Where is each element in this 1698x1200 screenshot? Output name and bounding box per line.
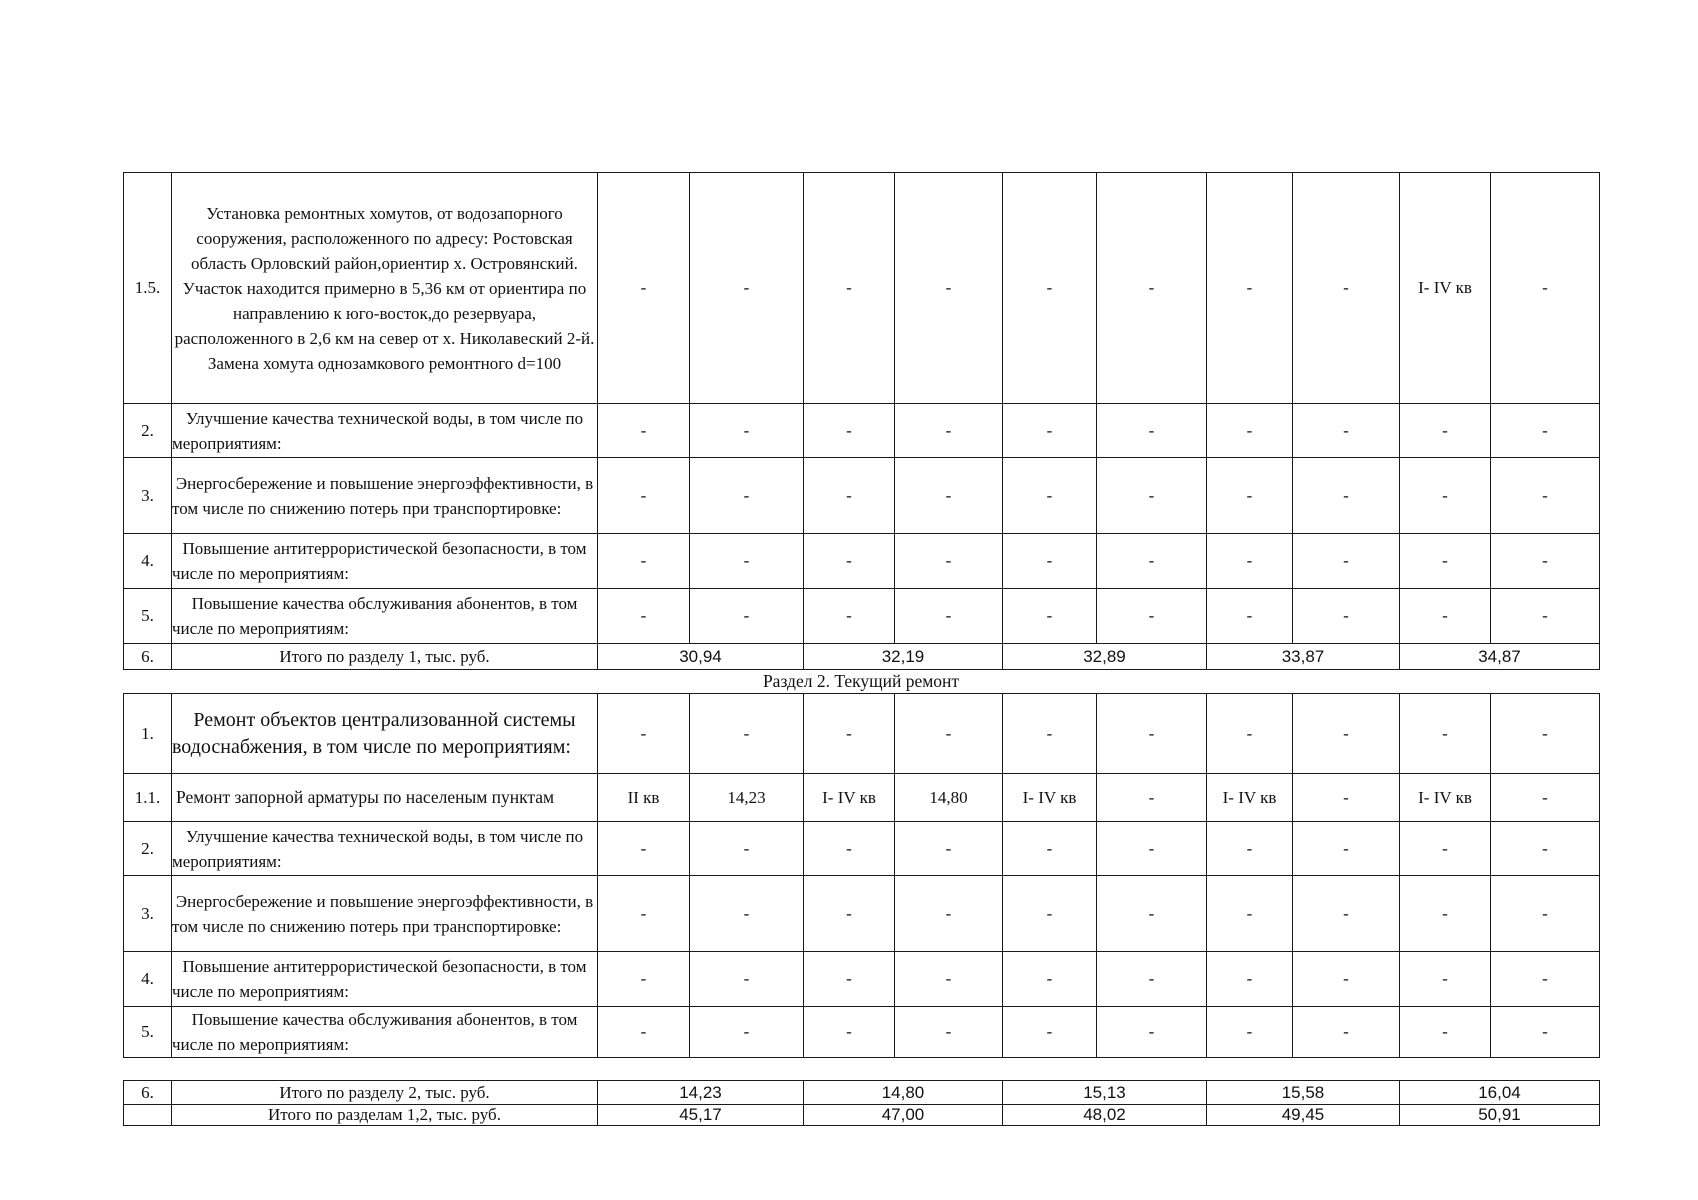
table-cell: - — [804, 589, 895, 644]
table-cell: - — [1293, 694, 1400, 774]
table-cell: - — [690, 1007, 804, 1058]
total-label: Итого по разделу 1, тыс. руб. — [172, 644, 598, 670]
table-cell: - — [895, 694, 1003, 774]
row-description: Установка ремонтных хомутов, от водозапорного сооружения, расположенного по адресу: Ростовская область Орловский район,ориентир х. Островянский. Участок находится примерно в 5,36 км от ориентира по направлению к юго-восток,до резервуара, расположенного в 2,6 км на север от х. Николавеский 2-й. Замена хомута однозамкового ремонтного d=100 — [172, 173, 598, 404]
table-cell: - — [1293, 952, 1400, 1007]
table-cell: - — [1097, 173, 1207, 404]
table-cell: - — [895, 404, 1003, 458]
total-value: 34,87 — [1400, 644, 1600, 670]
table-cell: - — [1491, 404, 1600, 458]
table-cell: - — [1400, 822, 1491, 876]
table-cell: - — [690, 822, 804, 876]
table-cell: - — [690, 458, 804, 534]
table-cell: - — [804, 173, 895, 404]
table-cell: - — [1097, 589, 1207, 644]
row-number: 5. — [124, 589, 172, 644]
table-cell: - — [1207, 534, 1293, 589]
table-cell: - — [1400, 589, 1491, 644]
table-cell: - — [598, 1007, 690, 1058]
section2-table — [123, 693, 1600, 1058]
table-cell: - — [1003, 822, 1097, 876]
row-number: 5. — [124, 1007, 172, 1058]
total-row — [124, 644, 1600, 670]
table-cell: - — [1400, 952, 1491, 1007]
table-cell: - — [804, 694, 895, 774]
table-cell: - — [895, 1007, 1003, 1058]
row-number: 3. — [124, 876, 172, 952]
table-row — [124, 876, 1600, 952]
row-description: Ремонт объектов централизованной системы водоснабжения, в том числе по мероприятиям: — [172, 694, 598, 774]
table-cell: - — [1207, 876, 1293, 952]
section1-table — [123, 172, 1600, 670]
table-cell: - — [598, 534, 690, 589]
table-cell: - — [598, 173, 690, 404]
table-cell: - — [895, 458, 1003, 534]
table-cell: 14,80 — [895, 774, 1003, 822]
table-cell: I- IV кв — [1400, 173, 1491, 404]
table-cell: I- IV кв — [804, 774, 895, 822]
table-cell: - — [804, 952, 895, 1007]
grand-total-label: Итого по разделам 1,2, тыс. руб. — [172, 1105, 598, 1126]
table-cell: II кв — [598, 774, 690, 822]
row-number: 1.1. — [124, 774, 172, 822]
table-cell: - — [804, 822, 895, 876]
table-row — [124, 589, 1600, 644]
table-cell: - — [690, 534, 804, 589]
table-cell: - — [1491, 876, 1600, 952]
table-cell: - — [1097, 534, 1207, 589]
table-cell: - — [1293, 173, 1400, 404]
row-number: 2. — [124, 404, 172, 458]
table-row — [124, 822, 1600, 876]
total-value: 32,89 — [1003, 644, 1207, 670]
table-cell: - — [1293, 1007, 1400, 1058]
table-cell: - — [1293, 458, 1400, 534]
table-cell: 14,23 — [690, 774, 804, 822]
table-cell: I- IV кв — [1400, 774, 1491, 822]
table-cell: - — [1207, 173, 1293, 404]
table-cell: - — [690, 952, 804, 1007]
table-cell: - — [804, 534, 895, 589]
row-description: Повышение качества обслуживания абонентов, в том числе по мероприятиям: — [172, 1007, 598, 1058]
total-value: 15,58 — [1207, 1081, 1400, 1105]
total-value: 14,80 — [804, 1081, 1003, 1105]
row-description: Улучшение качества технической воды, в том числе по мероприятиям: — [172, 404, 598, 458]
row-description: Энергосбережение и повышение энергоэффективности, в том числе по снижению потерь при транспортировке: — [172, 458, 598, 534]
grand-total-value: 48,02 — [1003, 1105, 1207, 1126]
table-cell: - — [1400, 694, 1491, 774]
table-cell: - — [895, 952, 1003, 1007]
table-cell: - — [598, 952, 690, 1007]
total-row — [124, 1081, 1600, 1105]
table-cell: - — [1097, 694, 1207, 774]
total-value: 14,23 — [598, 1081, 804, 1105]
table-cell: - — [1097, 458, 1207, 534]
table-cell: - — [1293, 774, 1400, 822]
table-cell: - — [1097, 404, 1207, 458]
table-cell: - — [598, 694, 690, 774]
table-row — [124, 458, 1600, 534]
table-cell: - — [1491, 952, 1600, 1007]
table-cell: - — [690, 694, 804, 774]
table-cell: - — [1207, 404, 1293, 458]
row-number: 4. — [124, 952, 172, 1007]
row-number: 6. — [124, 644, 172, 670]
table-cell: - — [1400, 534, 1491, 589]
total-value: 30,94 — [598, 644, 804, 670]
table-cell: - — [598, 876, 690, 952]
table-cell: I- IV кв — [1207, 774, 1293, 822]
table-cell: - — [804, 1007, 895, 1058]
row-description: Повышение антитеррористической безопасности, в том числе по мероприятиям: — [172, 952, 598, 1007]
grand-total-value: 47,00 — [804, 1105, 1003, 1126]
table-cell: - — [804, 876, 895, 952]
row-number: 3. — [124, 458, 172, 534]
grand-total-value: 49,45 — [1207, 1105, 1400, 1126]
table-cell: - — [895, 822, 1003, 876]
table-row — [124, 1007, 1600, 1058]
table-cell: - — [1400, 458, 1491, 534]
table-cell: - — [895, 876, 1003, 952]
row-number: 1.5. — [124, 173, 172, 404]
table-cell: - — [1491, 458, 1600, 534]
table-cell: - — [1491, 534, 1600, 589]
table-cell: - — [1293, 876, 1400, 952]
table-row — [124, 173, 1600, 404]
table-cell: - — [1097, 876, 1207, 952]
table-row — [124, 534, 1600, 589]
table-cell: - — [1003, 589, 1097, 644]
table-cell: - — [690, 173, 804, 404]
grand-total-value: 50,91 — [1400, 1105, 1600, 1126]
table-row — [124, 774, 1600, 822]
total-label: Итого по разделу 2, тыс. руб. — [172, 1081, 598, 1105]
table-cell: - — [1003, 173, 1097, 404]
row-description: Улучшение качества технической воды, в том числе по мероприятиям: — [172, 822, 598, 876]
table-cell: - — [1207, 952, 1293, 1007]
table-cell: - — [598, 822, 690, 876]
table-cell: - — [1293, 404, 1400, 458]
table-cell: - — [690, 404, 804, 458]
row-number: 1. — [124, 694, 172, 774]
table-cell: - — [1207, 694, 1293, 774]
table-row — [124, 404, 1600, 458]
table-cell: - — [1003, 458, 1097, 534]
table-cell: I- IV кв — [1003, 774, 1097, 822]
table-cell: - — [1097, 774, 1207, 822]
total-value: 33,87 — [1207, 644, 1400, 670]
table-cell: - — [1293, 534, 1400, 589]
row-description: Энергосбережение и повышение энергоэффективности, в том числе по снижению потерь при транспортировке: — [172, 876, 598, 952]
table-row — [124, 694, 1600, 774]
table-cell: - — [1400, 1007, 1491, 1058]
table-cell: - — [1003, 404, 1097, 458]
row-description: Ремонт запорной арматуры по населеным пунктам — [172, 774, 598, 822]
table-cell: - — [1491, 173, 1600, 404]
table-cell: - — [598, 458, 690, 534]
grand-total-value: 45,17 — [598, 1105, 804, 1126]
table-cell: - — [1491, 694, 1600, 774]
table-cell: - — [690, 876, 804, 952]
table-cell: - — [1400, 876, 1491, 952]
table-cell: - — [598, 404, 690, 458]
row-number — [124, 1105, 172, 1126]
table-cell: - — [1491, 822, 1600, 876]
table-cell: - — [895, 173, 1003, 404]
table-cell: - — [804, 404, 895, 458]
table-cell: - — [1491, 589, 1600, 644]
table-cell: - — [1207, 822, 1293, 876]
table-cell: - — [1207, 589, 1293, 644]
section2-title: Раздел 2. Текущий ремонт — [762, 671, 960, 691]
grand-total-row — [124, 1105, 1600, 1126]
totals-table — [123, 1080, 1600, 1126]
table-cell: - — [1491, 774, 1600, 822]
total-value: 15,13 — [1003, 1081, 1207, 1105]
table-cell: - — [1003, 876, 1097, 952]
table-cell: - — [1097, 952, 1207, 1007]
table-cell: - — [1003, 952, 1097, 1007]
table-cell: - — [1207, 458, 1293, 534]
row-number: 6. — [124, 1081, 172, 1105]
table-cell: - — [1097, 822, 1207, 876]
table-cell: - — [895, 589, 1003, 644]
row-number: 4. — [124, 534, 172, 589]
row-number: 2. — [124, 822, 172, 876]
table-cell: - — [598, 589, 690, 644]
table-cell: - — [690, 589, 804, 644]
table-cell: - — [1003, 694, 1097, 774]
table-cell: - — [1097, 1007, 1207, 1058]
table-cell: - — [895, 534, 1003, 589]
total-value: 16,04 — [1400, 1081, 1600, 1105]
table-cell: - — [804, 458, 895, 534]
table-cell: - — [1293, 589, 1400, 644]
row-description: Повышение антитеррористической безопасности, в том числе по мероприятиям: — [172, 534, 598, 589]
table-row — [124, 952, 1600, 1007]
table-cell: - — [1491, 1007, 1600, 1058]
table-cell: - — [1293, 822, 1400, 876]
table-cell: - — [1207, 1007, 1293, 1058]
row-description: Повышение качества обслуживания абонентов, в том числе по мероприятиям: — [172, 589, 598, 644]
table-cell: - — [1003, 1007, 1097, 1058]
table-cell: - — [1400, 404, 1491, 458]
total-value: 32,19 — [804, 644, 1003, 670]
table-cell: - — [1003, 534, 1097, 589]
